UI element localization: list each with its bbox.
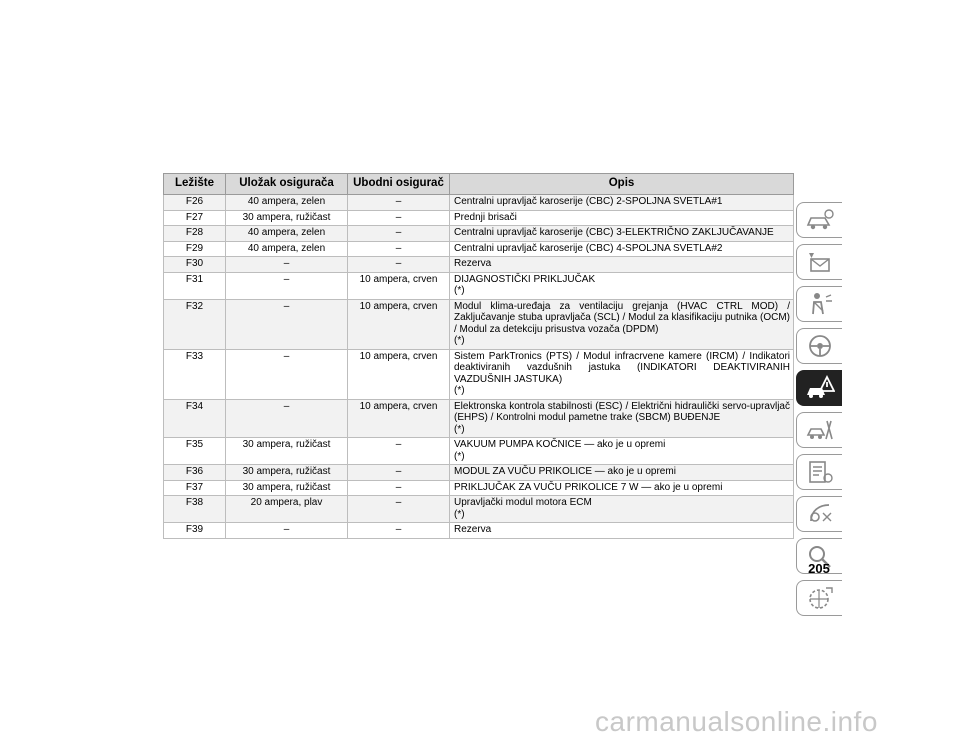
cell-location: F27 [164, 210, 226, 226]
cell-cartridge: 30 ampera, ružičast [226, 210, 348, 226]
tab-driving[interactable] [796, 328, 842, 364]
table-row [164, 399, 794, 438]
page-number: 205 [808, 561, 830, 576]
cell-description [450, 399, 794, 438]
cell-location: F36 [164, 465, 226, 481]
service-tools-icon [805, 417, 835, 443]
description-text: Centralni upravljač karoserije (CBC) 3-ELEKTRIČNO ZAKLJUČAVANJE [454, 227, 774, 238]
tab-multimedia[interactable] [796, 496, 842, 532]
multimedia-settings-icon [805, 501, 835, 527]
description-note: (*) [454, 508, 465, 520]
description-text: Elektronska kontrola stabilnosti (ESC) / Električni hidraulički servo-upravljač (EHPS) / Kontrolni modul pametne trake (SBCM) BUĐENJE [454, 400, 790, 423]
cell-location: F29 [164, 241, 226, 257]
table-row [164, 465, 794, 481]
cell-cartridge: 30 ampera, ružičast [226, 438, 348, 465]
table-row [164, 257, 794, 273]
tab-emergency[interactable] [796, 370, 842, 406]
cell-description [450, 241, 794, 257]
cell-blade: – [348, 480, 450, 496]
cell-cartridge: – [226, 272, 348, 299]
cell-cartridge: 20 ampera, plav [226, 496, 348, 523]
description-note: (*) [454, 423, 465, 435]
description-note: (*) [454, 450, 465, 462]
tab-specifications[interactable] [796, 454, 842, 490]
description-text: Centralni upravljač karoserije (CBC) 2-SPOLJNA SVETLA#1 [454, 196, 723, 207]
cell-location: F38 [164, 496, 226, 523]
chapter-tabs [796, 202, 842, 622]
cell-description [450, 480, 794, 496]
description-note: (*) [454, 285, 465, 296]
tab-warning-messages[interactable] [796, 244, 842, 280]
cell-cartridge: – [226, 523, 348, 539]
cell-blade: – [348, 496, 450, 523]
cell-location: F28 [164, 226, 226, 242]
cell-blade: – [348, 465, 450, 481]
language-globe-icon [805, 585, 835, 611]
cell-description [450, 465, 794, 481]
cell-location: F32 [164, 299, 226, 349]
cell-cartridge: 40 ampera, zelen [226, 195, 348, 211]
specifications-list-icon [805, 459, 835, 485]
warning-envelope-icon [805, 249, 835, 275]
cell-description [450, 299, 794, 349]
description-text: Modul klima-uređaja za ventilaciju grejanja (HVAC CTRL MOD) / Zaključavanje stuba upravljača (SCL) / Modul za klasifikaciju putnika (OCM) / Modul za detekciju prisustva vozača (DPDM) [454, 300, 790, 335]
header-location: Ležište [164, 174, 226, 195]
table-row [164, 210, 794, 226]
watermark: carmanualsonline.info [595, 706, 878, 737]
description-text: VAKUUM PUMPA KOČNICE — ako je u opremi [454, 439, 666, 450]
table-row [164, 226, 794, 242]
description-text: Rezerva [454, 524, 492, 535]
table-row [164, 349, 794, 399]
cell-location: F37 [164, 480, 226, 496]
fuse-table [163, 173, 794, 539]
cell-description [450, 257, 794, 273]
tab-car-dashboard[interactable] [796, 202, 842, 238]
description-text: Upravljački modul motora ECM [454, 497, 592, 508]
cell-blade: – [348, 210, 450, 226]
cell-blade: 10 ampera, crven [348, 349, 450, 399]
description-text: Rezerva [454, 258, 492, 269]
tab-servicing[interactable] [796, 412, 842, 448]
table-header-row [164, 174, 794, 195]
table-row [164, 195, 794, 211]
cell-location: F39 [164, 523, 226, 539]
cell-description [450, 438, 794, 465]
car-dashboard-icon [805, 207, 835, 233]
hazard-car-icon [805, 375, 835, 401]
cell-blade: – [348, 226, 450, 242]
cell-cartridge: 40 ampera, zelen [226, 241, 348, 257]
cell-description [450, 272, 794, 299]
cell-blade: – [348, 438, 450, 465]
cell-location: F26 [164, 195, 226, 211]
cell-blade: 10 ampera, crven [348, 399, 450, 438]
cell-location: F34 [164, 399, 226, 438]
description-text: Centralni upravljač karoserije (CBC) 4-SPOLJNA SVETLA#2 [454, 242, 723, 254]
cell-blade: – [348, 523, 450, 539]
cell-blade: 10 ampera, crven [348, 272, 450, 299]
description-text: MODUL ZA VUČU PRIKOLICE — ako je u opremi [454, 466, 676, 477]
cell-cartridge: – [226, 399, 348, 438]
table-row [164, 241, 794, 257]
header-blade-fuse: Ubodni osigurač [348, 174, 450, 195]
table-row [164, 496, 794, 523]
table-row [164, 438, 794, 465]
description-text: Prednji brisači [454, 211, 517, 223]
cell-location: F30 [164, 257, 226, 273]
tab-safety[interactable] [796, 286, 842, 322]
cell-description [450, 226, 794, 242]
cell-blade: – [348, 195, 450, 211]
cell-location: F31 [164, 272, 226, 299]
cell-location: F35 [164, 438, 226, 465]
table-row [164, 523, 794, 539]
description-note: (*) [454, 385, 465, 396]
table-row [164, 272, 794, 299]
cell-cartridge: – [226, 349, 348, 399]
cell-description [450, 496, 794, 523]
cell-description [450, 349, 794, 399]
cell-cartridge: 30 ampera, ružičast [226, 480, 348, 496]
cell-description [450, 210, 794, 226]
description-text: Sistem ParkTronics (PTS) / Modul infracrvene kamere (IRCM) / Indikatori deaktiviranih vazdušnih jastuka (INDIKATORI DEAKTIVIRANIH VAZDUŠNIH JASTUKA) [454, 350, 790, 385]
header-description: Opis [450, 174, 794, 195]
seatbelt-person-icon [805, 291, 835, 317]
table-row [164, 299, 794, 349]
cell-blade: – [348, 241, 450, 257]
cell-location: F33 [164, 349, 226, 399]
cell-blade: – [348, 257, 450, 273]
cell-blade: 10 ampera, crven [348, 299, 450, 349]
header-cartridge-fuse: Uložak osigurača [226, 174, 348, 195]
cell-description [450, 523, 794, 539]
description-note: (*) [454, 335, 465, 346]
steering-wheel-icon [805, 333, 835, 359]
cell-cartridge: 40 ampera, zelen [226, 226, 348, 242]
cell-cartridge: – [226, 299, 348, 349]
cell-cartridge: 30 ampera, ružičast [226, 465, 348, 481]
description-text: DIJAGNOSTIČKI PRIKLJUČAK [454, 273, 596, 285]
table-row [164, 480, 794, 496]
tab-languages[interactable] [796, 580, 842, 616]
description-text: PRIKLJUČAK ZA VUČU PRIKOLICE 7 W — ako je u opremi [454, 481, 723, 493]
cell-description [450, 195, 794, 211]
cell-cartridge: – [226, 257, 348, 273]
